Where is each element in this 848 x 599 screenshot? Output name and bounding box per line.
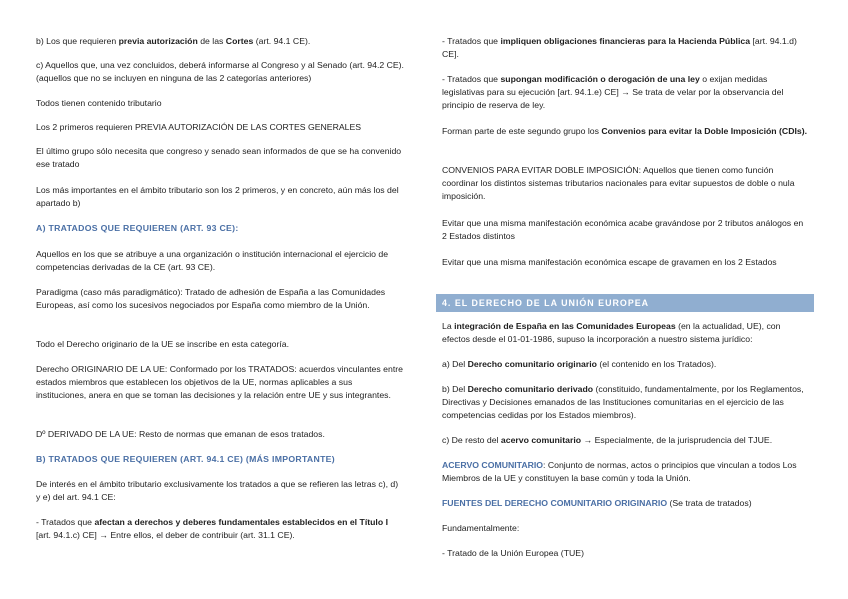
left-paragraph: Paradigma (caso más paradigmático): Tratado de adhesión de España a las Comunidades Europeas, así como los sucesivos negociados por España como miembro de la Unión. <box>36 287 386 311</box>
text: : Conjunto de normas, actos o principios que vinculan a todos Los Miembros de la UE y constituyen la base común y toda la Unión. <box>442 460 797 484</box>
right-paragraph: Fundamentalmente: <box>442 523 520 533</box>
text: c) De resto del <box>442 435 501 445</box>
bold-text: Derecho comunitario originario <box>467 359 597 369</box>
right-paragraph <box>442 320 808 346</box>
left-paragraph-c: c) Aquellos que, una vez concluidos, deberá informarse al Congreso y al Senado (art. 94.2 CE). (aquellos que no se incluyen en ninguna de las 2 categorías anteriores) <box>36 60 404 84</box>
text: [art. 94.1.d) CE]. <box>442 36 797 60</box>
right-paragraph <box>442 73 808 113</box>
right-paragraph: Evitar que una misma manifestación económica escape de gravamen en los 2 Estados <box>442 257 777 267</box>
left-paragraph: Los más importantes en el ámbito tributario son los 2 primeros, y en concreto, aún más los del apartado b) <box>36 185 399 209</box>
right-paragraph <box>442 358 808 371</box>
bold-text: Cortes <box>225 36 254 46</box>
right-paragraph <box>442 125 808 138</box>
bold-text: previa autorización <box>118 36 198 46</box>
blue-term: FUENTES DEL DERECHO COMUNITARIO ORIGINARIO <box>442 498 668 508</box>
text: - Tratados que <box>442 74 501 84</box>
right-paragraph <box>442 459 808 485</box>
left-paragraph: Los 2 primeros requieren PREVIA AUTORIZACIÓN DE LAS CORTES GENERALES <box>36 122 362 132</box>
left-paragraph: Todos tienen contenido tributario <box>36 98 162 108</box>
right-paragraph <box>442 434 808 447</box>
left-paragraph: Aquellos en los que se atribuye a una organización o institución internacional el ejercicio de competencias derivadas de la CE (art. 93 CE). <box>36 249 389 273</box>
text: (constituido, fundamentalmente, por los Reglamentos, Directivas y Decisiones emanados de las Instituciones comunitarias en el ejercicio de las competencias cedidas por los Estados miembros). <box>442 384 804 421</box>
text: a) Del <box>442 359 468 369</box>
text: (art. 94.1 CE). <box>253 36 311 46</box>
text: o exijan medidas legislativas para su ejecución [art. 94.1.e) CE] → Se trata de velar por la observancia del principio de reserva de ley. <box>442 74 784 111</box>
right-paragraph: - Tratado de la Unión Europea (TUE) <box>442 548 584 558</box>
left-paragraph: Todo el Derecho originario de la UE se inscribe en esta categoría. <box>36 339 290 349</box>
bold-text: afectan a derechos y deberes fundamentales establecidos en el Título I <box>94 517 388 527</box>
right-paragraph <box>442 383 808 423</box>
bold-text: integración de España en las Comunidades Europeas <box>454 321 676 331</box>
text: - Tratados que <box>36 517 95 527</box>
left-paragraph-b <box>36 35 404 48</box>
text: [art. 94.1.c) CE] → Entre ellos, el deber de contribuir (art. 31.1 CE). <box>36 530 295 541</box>
left-paragraph: De interés en el ámbito tributario exclusivamente los tratados a que se refieren las letras c), d) y e) del art. 94.1 CE: <box>36 479 399 503</box>
left-paragraph: Dº DERIVADO DE LA UE: Resto de normas que emanan de esos tratados. <box>36 429 325 439</box>
bold-text: Derecho comunitario derivado <box>467 384 594 394</box>
right-paragraph: Evitar que una misma manifestación económica acabe gravándose por 2 tributos análogos en 2 Estados distintos <box>442 218 804 242</box>
right-paragraph <box>442 497 808 510</box>
text: La <box>442 321 455 331</box>
text: (Se trata de tratados) <box>667 498 752 508</box>
left-paragraph: Derecho ORIGINARIO DE LA UE: Conformado por los TRATADOS: acuerdos vinculantes entre estados miembros que establecen los objetivos de la UE, normas aplicables a sus instituciones, anera en que se toman las decisiones y la relación entre UE y sus integrantes. <box>36 364 403 401</box>
text: b) Los que requieren <box>36 36 119 46</box>
left-paragraph <box>36 516 404 542</box>
text: → Especialmente, de la jurisprudencia del TJUE. <box>581 435 773 445</box>
bold-text: Convenios para evitar la Doble Imposición (CDIs). <box>601 126 808 136</box>
text: de las <box>197 36 226 46</box>
bold-text: impliquen obligaciones financieras para la Hacienda Pública <box>500 36 751 46</box>
right-paragraph: CONVENIOS PARA EVITAR DOBLE IMPOSICIÓN: Aquellos que tienen como función coordinar los distintos sistemas tributarios nacionales para evitar supuestos de doble o nula imposición. <box>442 165 795 202</box>
section-band-eu-law: 4. EL DERECHO DE LA UNIÓN EUROPEA <box>436 294 814 312</box>
right-paragraph <box>442 35 808 61</box>
bold-text: acervo comunitario <box>500 435 582 445</box>
left-paragraph: El último grupo sólo necesita que congreso y senado sean informados de que se ha convenido ese tratado <box>36 146 402 170</box>
section-heading-b: B) TRATADOS QUE REQUIEREN (ART. 94.1 CE) (MÁS IMPORTANTE) <box>36 454 335 464</box>
section-heading-a: A) TRATADOS QUE REQUIEREN (ART. 93 CE): <box>36 223 239 233</box>
text: (el contenido en los Tratados). <box>596 359 717 369</box>
text: Forman parte de este segundo grupo los <box>442 126 602 136</box>
bold-text: supongan modificación o derogación de una ley <box>500 74 700 84</box>
text: (en la actualidad, UE), con efectos desde el 01-01-1986, supuso la incorporación a nuestro sistema jurídico: <box>442 321 781 345</box>
text: - Tratados que <box>442 36 501 46</box>
blue-term: ACERVO COMUNITARIO <box>442 460 544 470</box>
text: b) Del <box>442 384 468 394</box>
